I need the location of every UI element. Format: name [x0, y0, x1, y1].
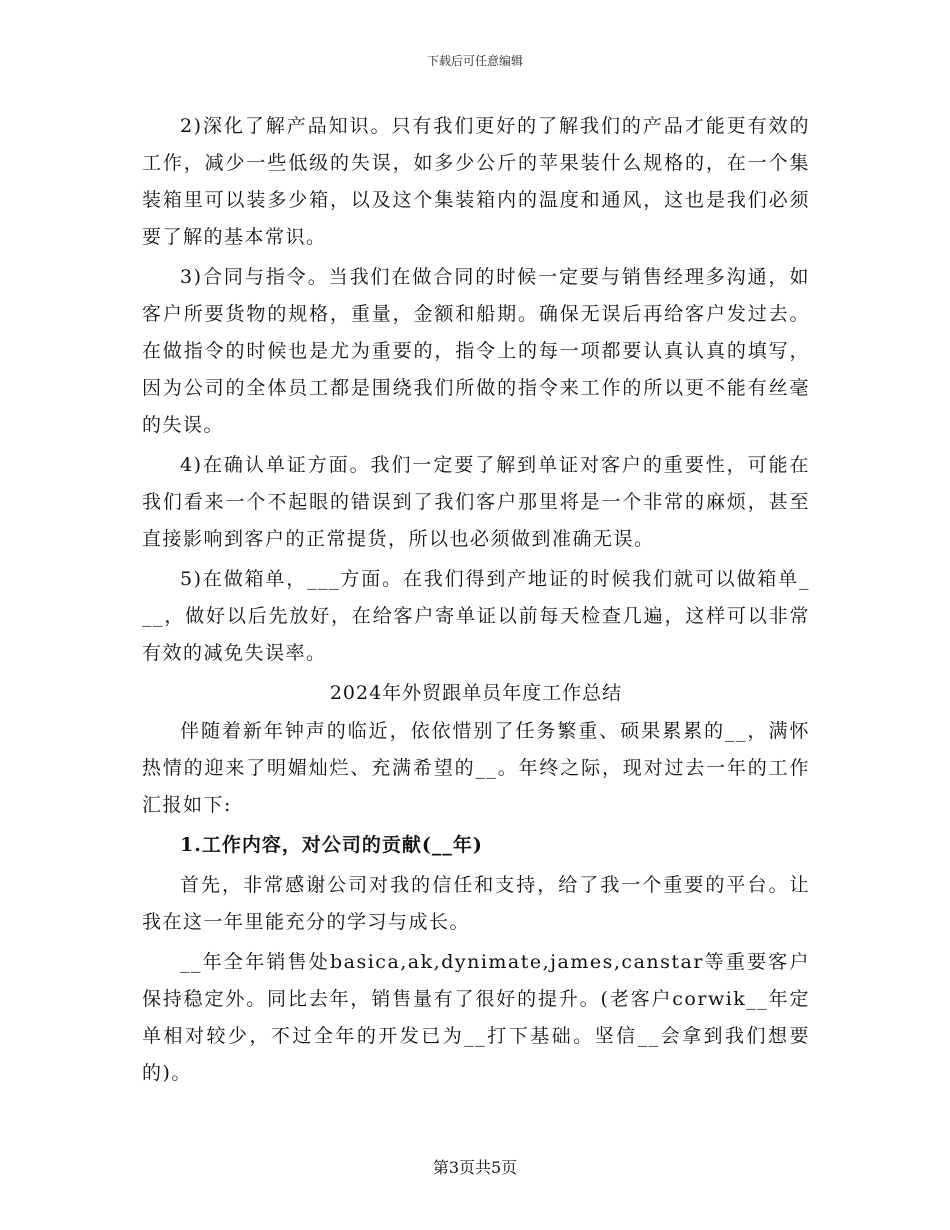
- paragraph-document-confirmation: 4)在确认单证方面。我们一定要了解到单证对客户的重要性，可能在我们看来一个不起眼的错误到了我们客户那里将是一个非常的麻烦，甚至直接影响到客户的正常提货，所以也必须做到准确无误。: [142, 454, 810, 550]
- subheading-work-content: 1.工作内容，对公司的贡献(__年): [180, 834, 483, 856]
- paragraph-sales: __年全年销售处basica,ak,dynimate,james,canstar等重要客户保持稳定外。同比去年，销售量有了很好的提升。(老客户corwik__年定单相对较少，不过全年的开发已为__打下基础。坚信__会拿到我们想要的)。: [142, 951, 810, 1084]
- page-header: 下载后可任意编辑: [426, 54, 523, 68]
- paragraph-introduction: 伴随着新年钟声的临近，依依惜别了任务繁重、硕果累累的__，满怀热情的迎来了明媚灿烂、充满希望的__。年终之际，现对过去一年的工作汇报如下:: [142, 720, 810, 816]
- paragraph-thanks: 首先，非常感谢公司对我的信任和支持，给了我一个重要的平台。让我在这一年里能充分的学习与成长。: [142, 874, 810, 933]
- paragraph-contracts-instructions: 3)合同与指令。当我们在做合同的时候一定要与销售经理多沟通，如客户所要货物的规格，重量，金额和船期。确保无误后再给客户发过去。在做指令的时候也是尤为重要的，指令上的每一项都要认真认真的填写，因为公司的全体员工都是围绕我们所做的指令来工作的所以更不能有丝毫的失误。: [142, 266, 810, 436]
- page-number: 第3页共5页: [432, 1158, 518, 1177]
- section-title: 2024年外贸跟单员年度工作总结: [329, 682, 623, 704]
- paragraph-packing-list: 5)在做箱单，___方面。在我们得到产地证的时候我们就可以做箱单___，做好以后先放好，在给客户寄单证以前每天检查几遍，这样可以非常有效的减免失误率。: [142, 568, 810, 664]
- document-body: [142, 108, 810, 1095]
- paragraph-product-knowledge: 2)深化了解产品知识。只有我们更好的了解我们的产品才能更有效的工作，减少一些低级的失误，如多少公斤的苹果装什么规格的，在一个集装箱里可以装多少箱，以及这个集装箱内的温度和通风，这也是我们必须要了解的基本常识。: [142, 115, 810, 248]
